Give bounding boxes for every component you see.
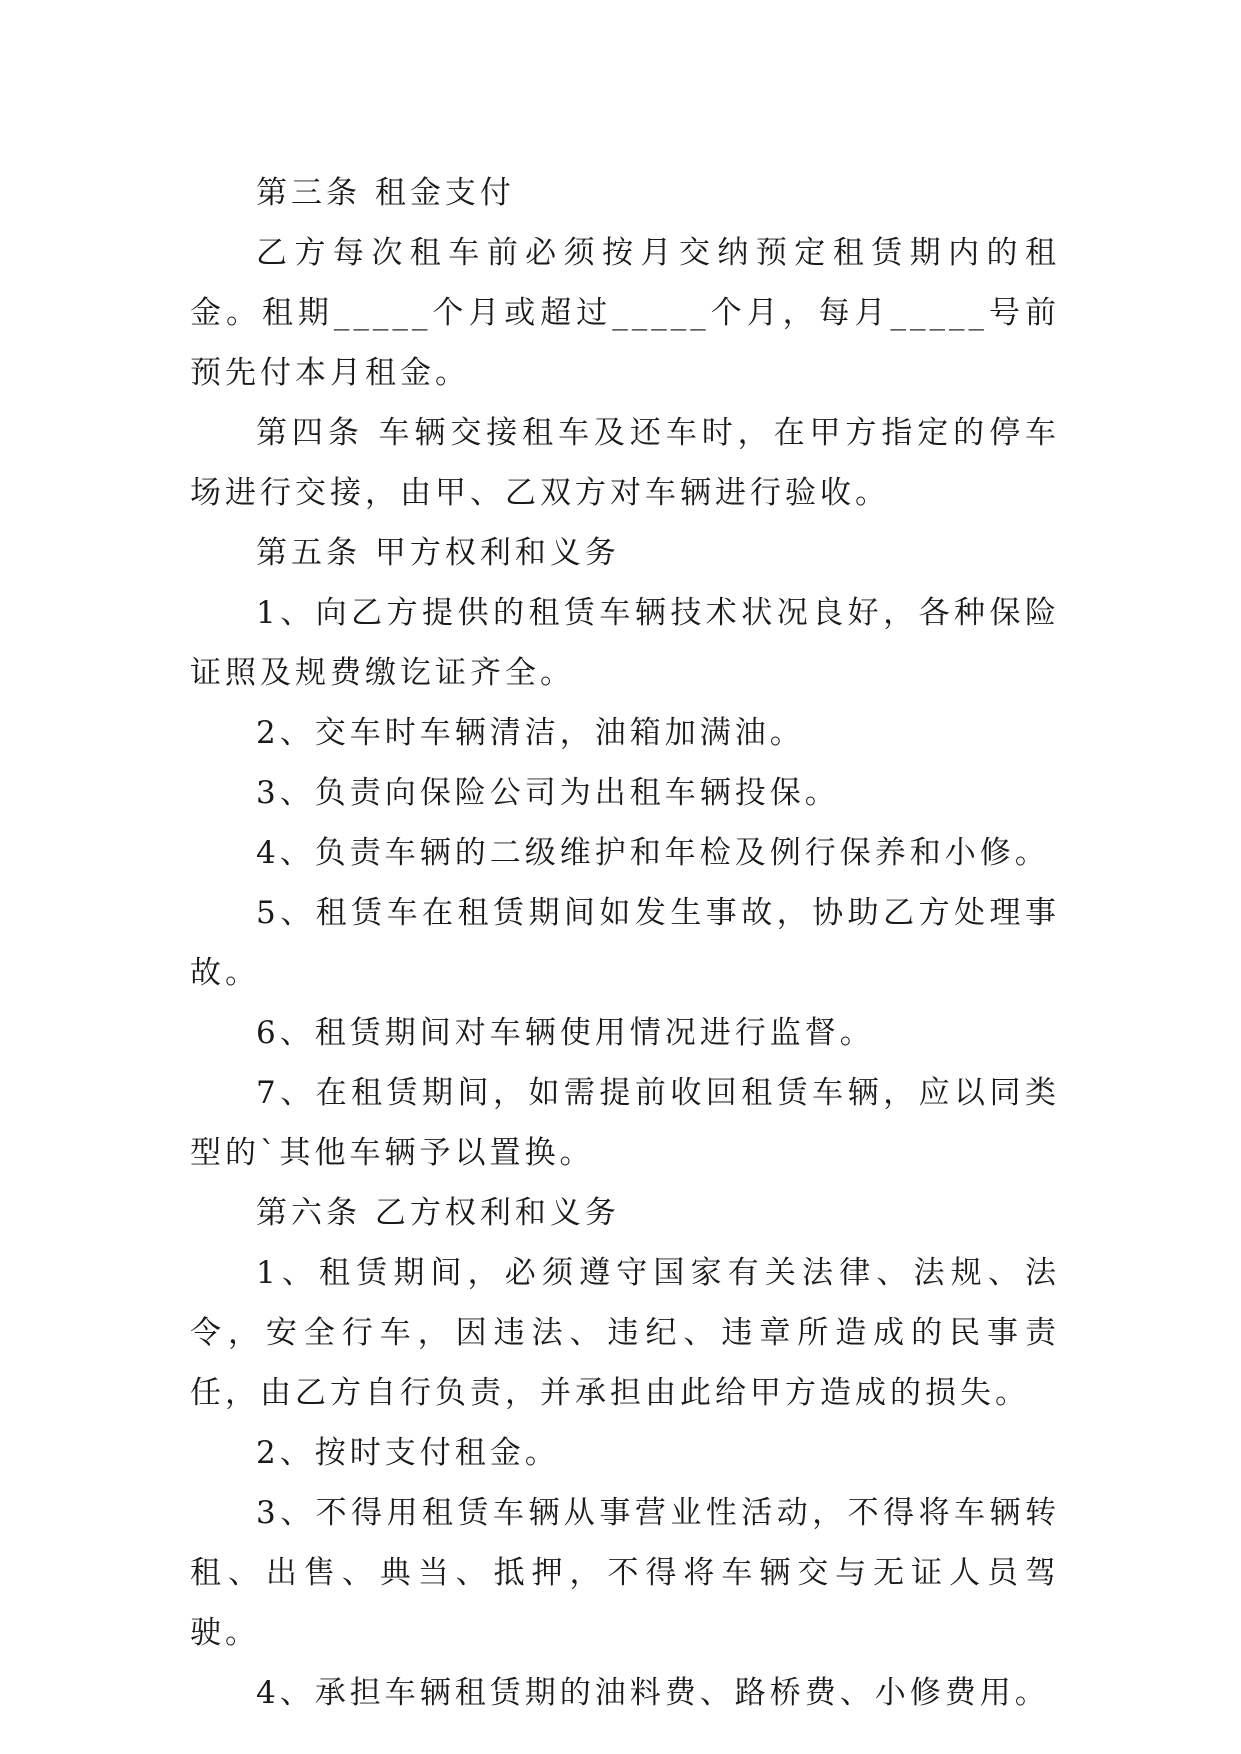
article-5-item-2: 2、交车时车辆清洁，油箱加满油。 <box>256 715 805 751</box>
article-5-item-5: 5、租赁车在租赁期间如发生事故，协助乙方处理事故。 <box>190 895 1060 991</box>
article-5-item-1: 1、向乙方提供的租赁车辆技术状况良好，各种保险证照及规费缴讫证齐全。 <box>190 595 1060 691</box>
article-6-heading: 第六条 乙方权利和义务 <box>256 1195 620 1231</box>
article-5-item-6: 6、租赁期间对车辆使用情况进行监督。 <box>256 1015 875 1051</box>
article-5-heading: 第五条 甲方权利和义务 <box>256 535 620 571</box>
article-5-item-7: 7、在租赁期间，如需提前收回租赁车辆，应以同类型的`其他车辆予以置换。 <box>190 1075 1060 1171</box>
article-6-item-2: 2、按时支付租金。 <box>256 1435 560 1471</box>
article-6-item-1: 1、租赁期间，必须遵守国家有关法律、法规、法令，安全行车，因违法、违纪、违章所造成的民事责任，由乙方自行负责，并承担由此给甲方造成的损失。 <box>190 1255 1060 1411</box>
article-6-item-4: 4、承担车辆租赁期的油料费、路桥费、小修费用。 <box>256 1675 1050 1711</box>
article-3-rent-payment-text: 乙方每次租车前必须按月交纳预定租赁期内的租金。租期_____个月或超过_____个月，每月_____号前预先付本月租金。 <box>190 235 1060 391</box>
article-4-vehicle-handover-text: 第四条 车辆交接租车及还车时，在甲方指定的停车场进行交接，由甲、乙双方对车辆进行验收。 <box>190 415 1060 511</box>
article-6-item-3: 3、不得用租赁车辆从事营业性活动，不得将车辆转租、出售、典当、抵押，不得将车辆交与无证人员驾驶。 <box>190 1495 1060 1651</box>
article-3-heading: 第三条 租金支付 <box>256 175 515 211</box>
document-body <box>190 163 1060 1723</box>
article-5-item-3: 3、负责向保险公司为出租车辆投保。 <box>256 775 840 811</box>
article-5-item-4: 4、负责车辆的二级维护和年检及例行保养和小修。 <box>256 835 1050 871</box>
